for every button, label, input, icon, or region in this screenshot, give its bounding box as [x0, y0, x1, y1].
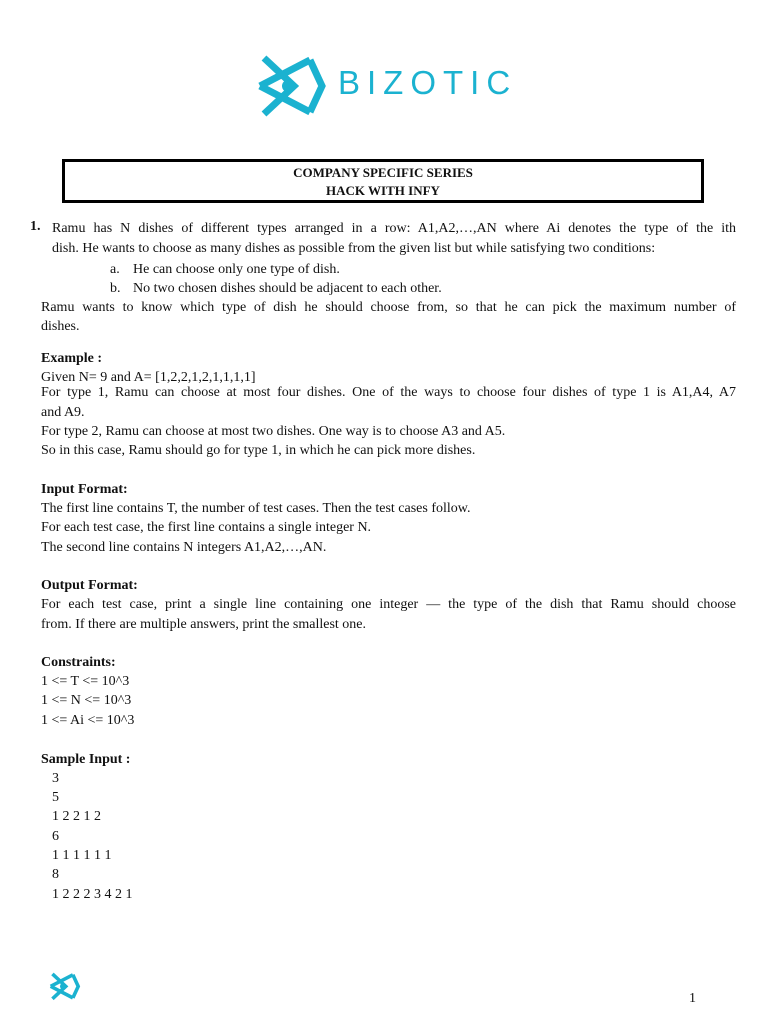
- condition-marker: a.: [110, 262, 120, 277]
- example-line: Given N= 9 and A= [1,2,2,1,2,1,1,1,1]: [41, 370, 256, 385]
- example-heading: Example :: [41, 351, 103, 366]
- series-subtitle: HACK WITH INFY: [326, 183, 440, 198]
- sample-input-line: 6: [52, 829, 59, 844]
- example-line: For type 2, Ramu can choose at most two dishes. One way is to choose A3 and A5.: [41, 424, 506, 439]
- brand-logo: [250, 38, 530, 128]
- input-format-line: The second line contains N integers A1,A2,…,AN.: [41, 540, 327, 555]
- constraints-heading: Constraints:: [41, 655, 116, 670]
- constraint-line: 1 <= N <= 10^3: [41, 693, 132, 708]
- goal-line: Ramu wants to know which type of dish he should choose from, so that he can pick the maximum number of: [41, 300, 736, 315]
- example-line: So in this case, Ramu should go for type 1, in which he can pick more dishes.: [41, 443, 476, 458]
- constraint-line: 1 <= Ai <= 10^3: [41, 713, 135, 728]
- output-format-heading: Output Format:: [41, 578, 138, 593]
- footer-logo-icon: [42, 965, 86, 1005]
- brand-name: BIZOTIC: [338, 64, 518, 101]
- condition-text: No two chosen dishes should be adjacent to each other.: [133, 281, 442, 296]
- output-format-line: For each test case, print a single line containing one integer — the type of the dish that Ramu should choose: [41, 597, 736, 612]
- example-line: and A9.: [41, 405, 85, 420]
- input-format-line: The first line contains T, the number of test cases. Then the test cases follow.: [41, 501, 471, 516]
- input-format-heading: Input Format:: [41, 482, 128, 497]
- condition-text: He can choose only one type of dish.: [133, 262, 340, 277]
- series-title: COMPANY SPECIFIC SERIES: [293, 165, 473, 180]
- constraint-line: 1 <= T <= 10^3: [41, 674, 130, 689]
- example-line: For type 1, Ramu can choose at most four dishes. One of the ways to choose four dishes of type 1 is A1,A4, A7: [41, 385, 736, 400]
- question-line: Ramu has N dishes of different types arranged in a row: A1,A2,…,AN where Ai denotes the type of the ith: [52, 221, 736, 236]
- page-number: 1: [689, 991, 696, 1006]
- title-box: [62, 159, 704, 203]
- sample-input-line: 1 2 2 1 2: [52, 809, 101, 824]
- question-line: dish. He wants to choose as many dishes as possible from the given list but while satisfying two conditions:: [52, 241, 656, 256]
- input-format-line: For each test case, the first line contains a single integer N.: [41, 520, 372, 535]
- sample-input-line: 5: [52, 790, 59, 805]
- condition-marker: b.: [110, 281, 121, 296]
- sample-input-line: 3: [52, 771, 59, 786]
- question-number: 1.: [30, 219, 41, 234]
- sample-input-line: 1 1 1 1 1 1: [52, 848, 112, 863]
- sample-input-heading: Sample Input :: [41, 752, 131, 767]
- sample-input-line: 8: [52, 867, 59, 882]
- goal-line: dishes.: [41, 319, 80, 334]
- sample-input-line: 1 2 2 2 3 4 2 1: [52, 887, 133, 902]
- output-format-line: from. If there are multiple answers, print the smallest one.: [41, 617, 367, 632]
- bizotic-logo-icon: [250, 38, 330, 128]
